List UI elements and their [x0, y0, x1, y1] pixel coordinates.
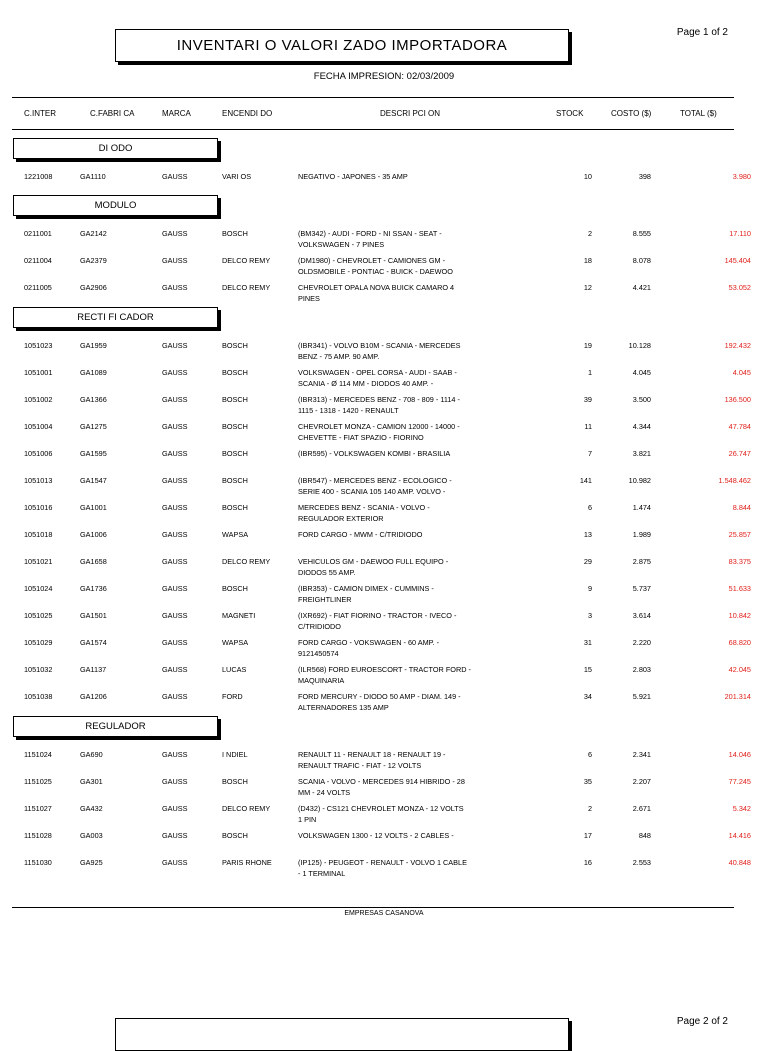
- cell-inter: 1051038: [24, 692, 53, 701]
- cell-total: 40.848: [728, 858, 751, 867]
- cell-costo: 4.344: [632, 422, 651, 431]
- cell-encendido: BOSCH: [222, 229, 248, 238]
- cell-stock: 11: [584, 422, 592, 431]
- print-date: FECHA IMPRESION: 02/03/2009: [313, 71, 455, 82]
- cell-total: 14.416: [728, 831, 751, 840]
- col-header-marca: MARCA: [162, 109, 191, 118]
- cell-costo: 1.989: [632, 530, 651, 539]
- cell-costo: 1.474: [632, 503, 651, 512]
- cell-fabrica: GA301: [80, 777, 103, 786]
- cell-fabrica: GA1275: [80, 422, 107, 431]
- table-row: [0, 448, 768, 475]
- cell-descripcion: (IP125) - PEUGEOT - RENAULT - VOLVO 1 CABLE - 1 TERMINAL: [298, 858, 467, 878]
- cell-stock: 19: [583, 341, 592, 350]
- cell-encendido: VARI OS: [222, 172, 252, 181]
- table-row: [0, 282, 768, 309]
- cell-descripcion: (DM1980) - CHEVROLET - CAMIONES GM - OLDSMOBILE - PONTIAC - BUICK - DAEWOO: [298, 256, 453, 276]
- cell-total: 145.404: [724, 256, 751, 265]
- cell-inter: 1051001: [24, 368, 53, 377]
- cell-inter: 0211004: [24, 256, 52, 265]
- cell-stock: 1: [587, 368, 592, 377]
- cell-descripcion: VEHICULOS GM - DAEWOO FULL EQUIPO - DIODOS 55 AMP.: [298, 557, 449, 577]
- cell-fabrica: GA1206: [80, 692, 107, 701]
- cell-marca: GAUSS: [162, 422, 188, 431]
- col-header-costo: COSTO ($): [611, 109, 652, 118]
- next-page-number: Page 2 of 2: [676, 1016, 728, 1027]
- cell-fabrica: GA432: [80, 804, 103, 813]
- cell-marca: GAUSS: [162, 858, 188, 867]
- cell-encendido: BOSCH: [222, 503, 248, 512]
- cell-stock: 9: [587, 584, 592, 593]
- cell-fabrica: GA003: [80, 831, 103, 840]
- table-row: [0, 421, 768, 448]
- cell-encendido: FORD: [222, 692, 243, 701]
- cell-encendido: BOSCH: [222, 368, 248, 377]
- cell-encendido: MAGNETI: [222, 611, 256, 620]
- cell-total: 136.500: [724, 395, 751, 404]
- table-row: [0, 529, 768, 556]
- cell-encendido: DELCO REMY: [222, 557, 271, 566]
- table-row: [0, 664, 768, 691]
- cell-marca: GAUSS: [162, 557, 188, 566]
- page-number: Page 1 of 2: [676, 27, 728, 38]
- cell-total: 4.045: [732, 368, 751, 377]
- cell-descripcion: (IBR547) - MERCEDES BENZ - ECOLOGICO - SERIE 400 - SCANIA 105 140 AMP. VOLVO -: [298, 476, 452, 496]
- cell-costo: 3.500: [632, 395, 651, 404]
- cell-stock: 39: [583, 395, 592, 404]
- cell-fabrica: GA1574: [80, 638, 107, 647]
- cell-descripcion: (IBR595) - VOLKSWAGEN KOMBI - BRASILIA: [298, 449, 451, 458]
- category-rectificador: RECTI FI CADOR: [13, 307, 218, 328]
- cell-marca: GAUSS: [162, 584, 188, 593]
- cell-marca: GAUSS: [162, 665, 188, 674]
- cell-inter: 1051006: [24, 449, 53, 458]
- cell-stock: 18: [583, 256, 592, 265]
- category-regulador: REGULADOR: [13, 716, 218, 737]
- cell-encendido: DELCO REMY: [222, 283, 271, 292]
- col-header-fabrica: C.FABRI CA: [90, 109, 135, 118]
- table-row: [0, 228, 768, 255]
- cell-descripcion: CHEVROLET OPALA NOVA BUICK CAMARO 4 PINES: [298, 283, 455, 303]
- col-header-stock: STOCK: [556, 109, 584, 118]
- cell-inter: 0211005: [24, 283, 52, 292]
- cell-encendido: BOSCH: [222, 449, 248, 458]
- table-row: [0, 610, 768, 637]
- cell-fabrica: GA1366: [80, 395, 107, 404]
- cell-costo: 5.737: [632, 584, 651, 593]
- cell-costo: 2.207: [632, 777, 651, 786]
- cell-total: 83.375: [728, 557, 751, 566]
- cell-total: 201.314: [724, 692, 751, 701]
- cell-stock: 35: [583, 777, 592, 786]
- cell-total: 77.245: [728, 777, 751, 786]
- cell-fabrica: GA1736: [80, 584, 107, 593]
- cell-marca: GAUSS: [162, 256, 188, 265]
- cell-fabrica: GA1547: [80, 476, 107, 485]
- cell-stock: 12: [583, 283, 592, 292]
- next-page-title-box: [115, 1018, 569, 1051]
- cell-inter: 1151027: [24, 804, 52, 813]
- cell-descripcion: (IBR353) - CAMION DIMEX - CUMMINS - FREIGHTLINER: [298, 584, 434, 604]
- cell-costo: 4.045: [632, 368, 651, 377]
- cell-fabrica: GA1501: [80, 611, 107, 620]
- cell-inter: 1051023: [24, 341, 53, 350]
- cell-encendido: BOSCH: [222, 476, 248, 485]
- cell-marca: GAUSS: [162, 476, 188, 485]
- cell-descripcion: VOLKSWAGEN 1300 - 12 VOLTS - 2 CABLES -: [298, 831, 454, 840]
- cell-fabrica: GA690: [80, 750, 103, 759]
- cell-costo: 848: [638, 831, 651, 840]
- cell-descripcion: FORD MERCURY - DIODO 50 AMP - DIAM. 149 - ALTERNADORES 135 AMP: [298, 692, 461, 712]
- cell-marca: GAUSS: [162, 750, 188, 759]
- cell-encendido: BOSCH: [222, 422, 248, 431]
- cell-marca: GAUSS: [162, 692, 188, 701]
- cell-descripcion: FORD CARGO - VOKSWAGEN - 60 AMP. - 9121450574: [298, 638, 440, 658]
- cell-marca: GAUSS: [162, 283, 188, 292]
- cell-stock: 34: [583, 692, 592, 701]
- cell-stock: 3: [587, 611, 592, 620]
- cell-stock: 2: [587, 804, 592, 813]
- cell-total: 26.747: [728, 449, 751, 458]
- cell-marca: GAUSS: [162, 172, 188, 181]
- cell-fabrica: GA1595: [80, 449, 107, 458]
- cell-costo: 4.421: [632, 283, 651, 292]
- col-header-encendido: ENCENDI DO: [222, 109, 273, 118]
- cell-descripcion: CHEVROLET MONZA - CAMION 12000 - 14000 - CHEVETTE - FIAT SPAZIO - FIORINO: [298, 422, 460, 442]
- cell-marca: GAUSS: [162, 503, 188, 512]
- cell-inter: 1051024: [24, 584, 53, 593]
- cell-costo: 2.341: [632, 750, 651, 759]
- cell-total: 5.342: [732, 804, 751, 813]
- cell-descripcion: (D432) - CS121 CHEVROLET MONZA - 12 VOLTS 1 PIN: [298, 804, 464, 824]
- cell-fabrica: GA1006: [80, 530, 107, 539]
- cell-inter: 1051018: [24, 530, 53, 539]
- header-divider-bottom: [12, 129, 734, 130]
- cell-inter: 1051021: [24, 557, 53, 566]
- table-row: [0, 691, 768, 718]
- cell-total: 192.432: [724, 341, 751, 350]
- table-row: [0, 583, 768, 610]
- table-row: [0, 803, 768, 830]
- cell-descripcion: (IBR313) - MERCEDES BENZ - 708 - 809 - 1114 - 1115 - 1318 - 1420 - RENAULT: [298, 395, 460, 415]
- footer-divider: [12, 907, 734, 908]
- header-divider-top: [12, 97, 734, 98]
- cell-total: 25.857: [728, 530, 751, 539]
- cell-encendido: DELCO REMY: [222, 256, 271, 265]
- table-row: [0, 637, 768, 664]
- cell-marca: GAUSS: [162, 395, 188, 404]
- cell-descripcion: NEGATIVO - JAPONES - 35 AMP: [298, 172, 408, 181]
- cell-total: 8.844: [732, 503, 751, 512]
- cell-costo: 2.671: [632, 804, 651, 813]
- cell-descripcion: RENAULT 11 - RENAULT 18 - RENAULT 19 - RENAULT TRAFIC - FIAT - 12 VOLTS: [298, 750, 446, 770]
- table-row: [0, 749, 768, 776]
- cell-descripcion: (IXR692) - FIAT FIORINO - TRACTOR - IVECO - C/TRIDIODO: [298, 611, 457, 631]
- cell-fabrica: GA925: [80, 858, 103, 867]
- cell-stock: 6: [587, 750, 592, 759]
- col-header-inter: C.INTER: [24, 109, 56, 118]
- cell-costo: 2.553: [632, 858, 651, 867]
- cell-costo: 5.921: [632, 692, 651, 701]
- cell-marca: GAUSS: [162, 368, 188, 377]
- cell-inter: 1151030: [24, 858, 52, 867]
- cell-stock: 7: [587, 449, 592, 458]
- cell-costo: 3.614: [632, 611, 651, 620]
- cell-marca: GAUSS: [162, 341, 188, 350]
- cell-marca: GAUSS: [162, 449, 188, 458]
- cell-inter: 1151028: [24, 831, 52, 840]
- cell-descripcion: FORD CARGO - MWM - C/TRIDIODO: [298, 530, 423, 539]
- category-diodo: DI ODO: [13, 138, 218, 159]
- cell-inter: 1051032: [24, 665, 53, 674]
- category-modulo: MODULO: [13, 195, 218, 216]
- cell-descripcion: (BM342) - AUDI - FORD - NI SSAN - SEAT - VOLKSWAGEN - 7 PINES: [298, 229, 442, 249]
- cell-marca: GAUSS: [162, 611, 188, 620]
- cell-encendido: BOSCH: [222, 584, 248, 593]
- cell-stock: 13: [583, 530, 592, 539]
- cell-marca: GAUSS: [162, 229, 188, 238]
- cell-inter: 1051004: [24, 422, 53, 431]
- cell-encendido: DELCO REMY: [222, 804, 271, 813]
- cell-fabrica: GA1137: [80, 665, 107, 674]
- report-title: INVENTARI O VALORI ZADO IMPORTADORA: [115, 29, 569, 62]
- cell-encendido: PARIS RHONE: [222, 858, 272, 867]
- cell-fabrica: GA2142: [80, 229, 107, 238]
- cell-fabrica: GA1110: [80, 172, 106, 181]
- cell-total: 68.820: [728, 638, 751, 647]
- cell-stock: 15: [583, 665, 592, 674]
- cell-costo: 2.803: [632, 665, 651, 674]
- cell-costo: 10.128: [628, 341, 651, 350]
- cell-inter: 1151025: [24, 777, 52, 786]
- cell-inter: 1051016: [24, 503, 53, 512]
- cell-encendido: WAPSA: [222, 638, 249, 647]
- cell-costo: 2.875: [632, 557, 651, 566]
- cell-inter: 0211001: [24, 229, 52, 238]
- cell-stock: 17: [583, 831, 592, 840]
- cell-inter: 1051029: [24, 638, 53, 647]
- table-row: [0, 502, 768, 529]
- cell-total: 42.045: [728, 665, 751, 674]
- cell-encendido: WAPSA: [222, 530, 249, 539]
- table-row: [0, 367, 768, 394]
- cell-total: 10.842: [728, 611, 751, 620]
- cell-fabrica: GA1001: [80, 503, 107, 512]
- cell-fabrica: GA2379: [80, 256, 107, 265]
- table-row: [0, 830, 768, 857]
- col-header-descripcion: DESCRI PCI ON: [380, 109, 441, 118]
- cell-encendido: BOSCH: [222, 831, 248, 840]
- cell-inter: 1051002: [24, 395, 53, 404]
- cell-costo: 8.555: [632, 229, 651, 238]
- cell-marca: GAUSS: [162, 777, 188, 786]
- cell-stock: 6: [587, 503, 592, 512]
- cell-inter: 1221008: [24, 172, 53, 181]
- cell-stock: 10: [583, 172, 592, 181]
- table-row: [0, 255, 768, 282]
- cell-encendido: LUCAS: [222, 665, 247, 674]
- cell-descripcion: VOLKSWAGEN - OPEL CORSA - AUDI - SAAB - SCANIA - Ø 114 MM - DIODOS 40 AMP. -: [298, 368, 457, 388]
- table-row: [0, 475, 768, 502]
- cell-total: 14.046: [728, 750, 751, 759]
- table-row: [0, 556, 768, 583]
- cell-costo: 398: [638, 172, 651, 181]
- cell-encendido: I NDIEL: [222, 750, 248, 759]
- cell-descripcion: (IBR341) - VOLVO B10M - SCANIA - MERCEDES BENZ - 75 AMP. 90 AMP.: [298, 341, 461, 361]
- cell-total: 17.110: [729, 229, 751, 238]
- cell-encendido: BOSCH: [222, 777, 248, 786]
- table-row: [0, 171, 768, 198]
- table-row: [0, 857, 768, 884]
- cell-encendido: BOSCH: [222, 341, 248, 350]
- cell-stock: 16: [583, 858, 592, 867]
- cell-fabrica: GA1658: [80, 557, 107, 566]
- cell-descripcion: SCANIA - VOLVO - MERCEDES 914 HIBRIDO - 28 MM - 24 VOLTS: [298, 777, 465, 797]
- col-header-total: TOTAL ($): [680, 109, 717, 118]
- cell-total: 47.784: [728, 422, 751, 431]
- cell-encendido: BOSCH: [222, 395, 248, 404]
- table-row: [0, 394, 768, 421]
- cell-costo: 10.982: [628, 476, 651, 485]
- cell-inter: 1151024: [24, 750, 52, 759]
- cell-costo: 3.821: [632, 449, 651, 458]
- cell-descripcion: MERCEDES BENZ - SCANIA - VOLVO - REGULADOR EXTERIOR: [298, 503, 430, 523]
- table-row: [0, 340, 768, 367]
- cell-inter: 1051025: [24, 611, 53, 620]
- cell-descripcion: (ILR568) FORD EUROESCORT - TRACTOR FORD - MAQUINARIA: [298, 665, 471, 685]
- cell-costo: 2.220: [632, 638, 651, 647]
- footer-company: EMPRESAS CASANOVA: [344, 910, 424, 917]
- cell-total: 3.980: [732, 172, 751, 181]
- cell-total: 51.633: [728, 584, 751, 593]
- table-row: [0, 776, 768, 803]
- cell-inter: 1051013: [24, 476, 53, 485]
- cell-stock: 141: [579, 476, 592, 485]
- cell-marca: GAUSS: [162, 638, 188, 647]
- cell-fabrica: GA2906: [80, 283, 107, 292]
- cell-stock: 2: [587, 229, 592, 238]
- cell-marca: GAUSS: [162, 831, 188, 840]
- cell-stock: 29: [583, 557, 592, 566]
- cell-marca: GAUSS: [162, 804, 188, 813]
- cell-total: 1.548.462: [718, 476, 751, 485]
- cell-fabrica: GA1089: [80, 368, 107, 377]
- cell-costo: 8.078: [632, 256, 651, 265]
- cell-marca: GAUSS: [162, 530, 188, 539]
- cell-stock: 31: [583, 638, 592, 647]
- cell-total: 53.052: [728, 283, 751, 292]
- cell-fabrica: GA1959: [80, 341, 107, 350]
